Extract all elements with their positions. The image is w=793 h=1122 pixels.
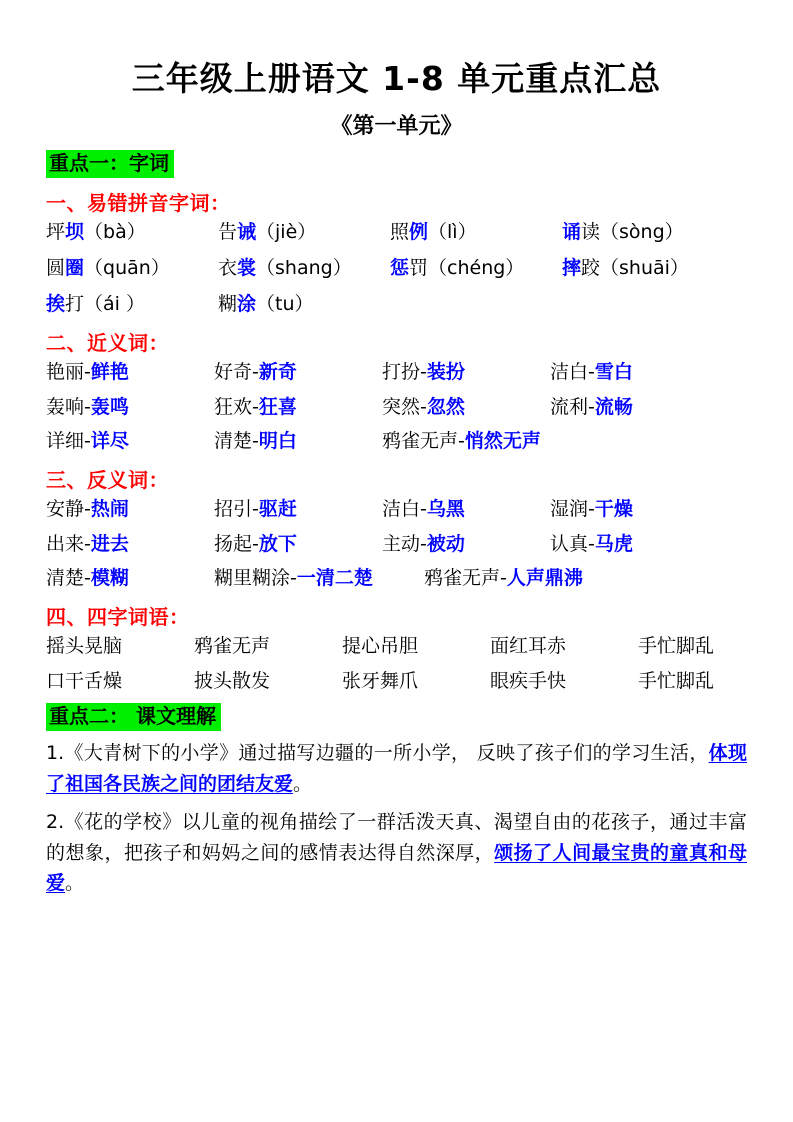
antonym-pair: [46, 566, 214, 592]
antonym-pair: [382, 532, 550, 558]
key-point-1-heading: [46, 150, 747, 178]
synonym-pair: [382, 360, 550, 386]
pinyin-item-key: 涂: [237, 292, 257, 315]
comprehension-item-1-text: 1.《大青树下的小学》通过描写边疆的一所小学， 反映了孩子们的学习生活，: [46, 742, 709, 765]
antonym-answer: 驱赶: [258, 498, 297, 521]
synonym-row: [46, 429, 747, 455]
pinyin-item: [46, 256, 218, 282]
antonym-word: 扬起-: [214, 532, 259, 555]
four-char-item: 手忙脚乱: [638, 635, 715, 658]
pinyin-row: [46, 256, 747, 282]
synonym-answer: 忽然: [426, 395, 465, 418]
four-char-item: 提心吊胆: [342, 635, 419, 658]
antonym-pair: [46, 532, 214, 558]
four-char-item: 摇头晃脑: [46, 635, 123, 658]
synonym-word: 流利-: [550, 395, 595, 418]
synonym-word: 洁白-: [550, 361, 595, 384]
synonym-answer: 装扮: [426, 361, 465, 384]
antonym-word: 主动-: [382, 532, 427, 555]
pinyin-item-prefix: 坪: [46, 221, 66, 244]
four-char-item: 面红耳赤: [490, 635, 567, 658]
synonym-row: [46, 395, 747, 421]
synonym-word: 鸦雀无声-: [382, 430, 465, 453]
antonym-word: 招引-: [214, 498, 259, 521]
comprehension-item-2: [46, 807, 747, 899]
comprehension-item-1-end: 。: [293, 773, 313, 796]
antonym-row: [46, 497, 747, 523]
pinyin-item: [562, 256, 689, 282]
pinyin-row: [46, 292, 747, 318]
pinyin-item: [218, 220, 390, 246]
synonym-row: [46, 360, 747, 386]
pinyin-item-suffix: （lì）: [428, 221, 477, 244]
synonym-pair: [382, 395, 550, 421]
antonym-word: 鸦雀无声-: [424, 567, 507, 590]
comprehension-item-1: [46, 738, 747, 800]
synonym-word: 清楚-: [214, 430, 259, 453]
four-char-item: 手忙脚乱: [638, 669, 715, 692]
antonym-answer: 一清二楚: [296, 567, 373, 590]
pinyin-item-prefix: 糊: [218, 292, 238, 315]
pinyin-item-prefix: 照: [390, 221, 410, 244]
pinyin-item-suffix: （shang）: [256, 256, 352, 279]
synonym-word: 突然-: [382, 395, 427, 418]
antonym-answer: 干燥: [594, 498, 633, 521]
comprehension-item-2-end: 。: [65, 872, 85, 895]
section-heading-four-char: 四、四字词语：: [46, 605, 190, 630]
antonym-word: 出来-: [46, 532, 91, 555]
antonym-answer: 放下: [258, 532, 297, 555]
antonym-pair: [550, 532, 633, 558]
pinyin-item: [46, 292, 218, 318]
synonym-word: 详细-: [46, 430, 91, 453]
section-heading-synonyms: 二、近义词：: [46, 331, 169, 356]
synonym-answer: 详尽: [90, 430, 129, 453]
pinyin-item-key: 摔: [562, 256, 582, 279]
pinyin-item: [218, 292, 314, 318]
antonym-pair: [46, 497, 214, 523]
comprehension-item-1-highlight: 体现了祖国各民族之间的团结友爱: [46, 742, 747, 796]
pinyin-item-prefix: 告: [218, 221, 238, 244]
antonym-answer: 模糊: [90, 567, 129, 590]
pinyin-item-key: 圈: [65, 256, 85, 279]
key-point-1-label: 重点一：字词: [46, 150, 174, 178]
pinyin-item-suffix: 罚（chéng）: [409, 256, 525, 279]
pinyin-item-suffix: （quān）: [84, 256, 170, 279]
synonym-pair: [214, 395, 382, 421]
synonym-pair: [46, 360, 214, 386]
synonym-pair: [46, 429, 214, 455]
synonym-answer: 悄然无声: [464, 430, 541, 453]
synonym-word: 艳丽-: [46, 361, 91, 384]
pinyin-item-key: 诵: [562, 221, 582, 244]
synonym-answer: 雪白: [594, 361, 633, 384]
comprehension-item-2-highlight: 颂扬了人间最宝贵的童真和母爱: [46, 841, 747, 895]
synonym-answer: 狂喜: [258, 395, 297, 418]
comprehension-item-2-text: 2.《花的学校》以儿童的视角描绘了一群活泼天真、渴望自由的花孩子，通过丰富的想象，把孩子和妈妈之间的感情表达得自然深厚，: [46, 810, 747, 864]
antonym-pair: [214, 497, 382, 523]
synonym-answer: 新奇: [258, 361, 297, 384]
antonym-pair: [382, 497, 550, 523]
antonym-pair: [214, 566, 424, 592]
four-char-item: 张牙舞爪: [342, 669, 419, 692]
pinyin-item-key: 惩: [390, 256, 410, 279]
antonym-answer: 人声鼎沸: [506, 567, 583, 590]
pinyin-item: [562, 220, 684, 246]
four-char-row: [46, 669, 747, 695]
synonym-word: 好奇-: [214, 361, 259, 384]
antonym-pair: [424, 566, 583, 592]
antonym-word: 清楚-: [46, 567, 91, 590]
synonym-word: 轰响-: [46, 395, 91, 418]
synonym-pair: [46, 395, 214, 421]
antonym-answer: 被动: [426, 532, 465, 555]
antonym-word: 湿润-: [550, 498, 595, 521]
antonym-pair: [214, 532, 382, 558]
pinyin-item-key: 例: [409, 221, 429, 244]
pinyin-item: [218, 256, 390, 282]
antonym-pair: [550, 497, 633, 523]
page-subtitle: 《第一单元》: [330, 114, 463, 140]
pinyin-item-suffix: （bà）: [84, 221, 146, 244]
antonym-row: [46, 566, 747, 592]
pinyin-item-suffix: （jiè）: [256, 221, 317, 244]
pinyin-item: [390, 256, 562, 282]
page-title: 三年级上册语文 1-8 单元重点汇总: [131, 59, 662, 98]
synonym-answer: 明白: [258, 430, 297, 453]
pinyin-item-suffix: 读（sòng）: [581, 221, 684, 244]
pinyin-item-key: 坝: [65, 221, 85, 244]
pinyin-item-suffix: 打（ái ）: [65, 292, 145, 315]
four-char-item: 披头散发: [194, 669, 271, 692]
pinyin-item-suffix: 跤（shuāi）: [581, 256, 689, 279]
synonym-word: 狂欢-: [214, 395, 259, 418]
pinyin-item-key: 诫: [237, 221, 257, 244]
antonym-answer: 进去: [90, 532, 129, 555]
antonym-row: [46, 532, 747, 558]
synonym-word: 打扮-: [382, 361, 427, 384]
synonym-answer: 鲜艳: [90, 361, 129, 384]
antonym-word: 洁白-: [382, 498, 427, 521]
pinyin-row: [46, 220, 747, 246]
section-heading-antonyms: 三、反义词：: [46, 468, 169, 493]
pinyin-item: [46, 220, 218, 246]
synonym-pair: [214, 429, 382, 455]
four-char-item: 眼疾手快: [490, 669, 567, 692]
pinyin-item-key: 挨: [46, 292, 66, 315]
four-char-item: 口干舌燥: [46, 669, 123, 692]
antonym-answer: 热闹: [90, 498, 129, 521]
synonym-answer: 轰鸣: [90, 395, 129, 418]
pinyin-item: [390, 220, 562, 246]
four-char-item: 鸦雀无声: [194, 635, 271, 658]
synonym-pair: [550, 360, 633, 386]
pinyin-item-key: 裳: [237, 256, 257, 279]
antonym-word: 糊里糊涂-: [214, 567, 297, 590]
antonym-answer: 乌黑: [426, 498, 465, 521]
antonym-word: 认真-: [550, 532, 595, 555]
pinyin-item-suffix: （tu）: [256, 292, 314, 315]
pinyin-item-prefix: 衣: [218, 256, 238, 279]
key-point-2-label: 重点二： 课文理解: [46, 703, 221, 731]
pinyin-item-prefix: 圆: [46, 256, 66, 279]
key-point-2-heading: [46, 703, 747, 731]
synonym-answer: 流畅: [594, 395, 633, 418]
synonym-pair: [382, 429, 541, 455]
four-char-row: [46, 634, 747, 660]
synonym-pair: [550, 395, 633, 421]
section-heading-pinyin: 一、易错拼音字词：: [46, 191, 231, 216]
antonym-answer: 马虎: [594, 532, 633, 555]
antonym-word: 安静-: [46, 498, 91, 521]
synonym-pair: [214, 360, 382, 386]
